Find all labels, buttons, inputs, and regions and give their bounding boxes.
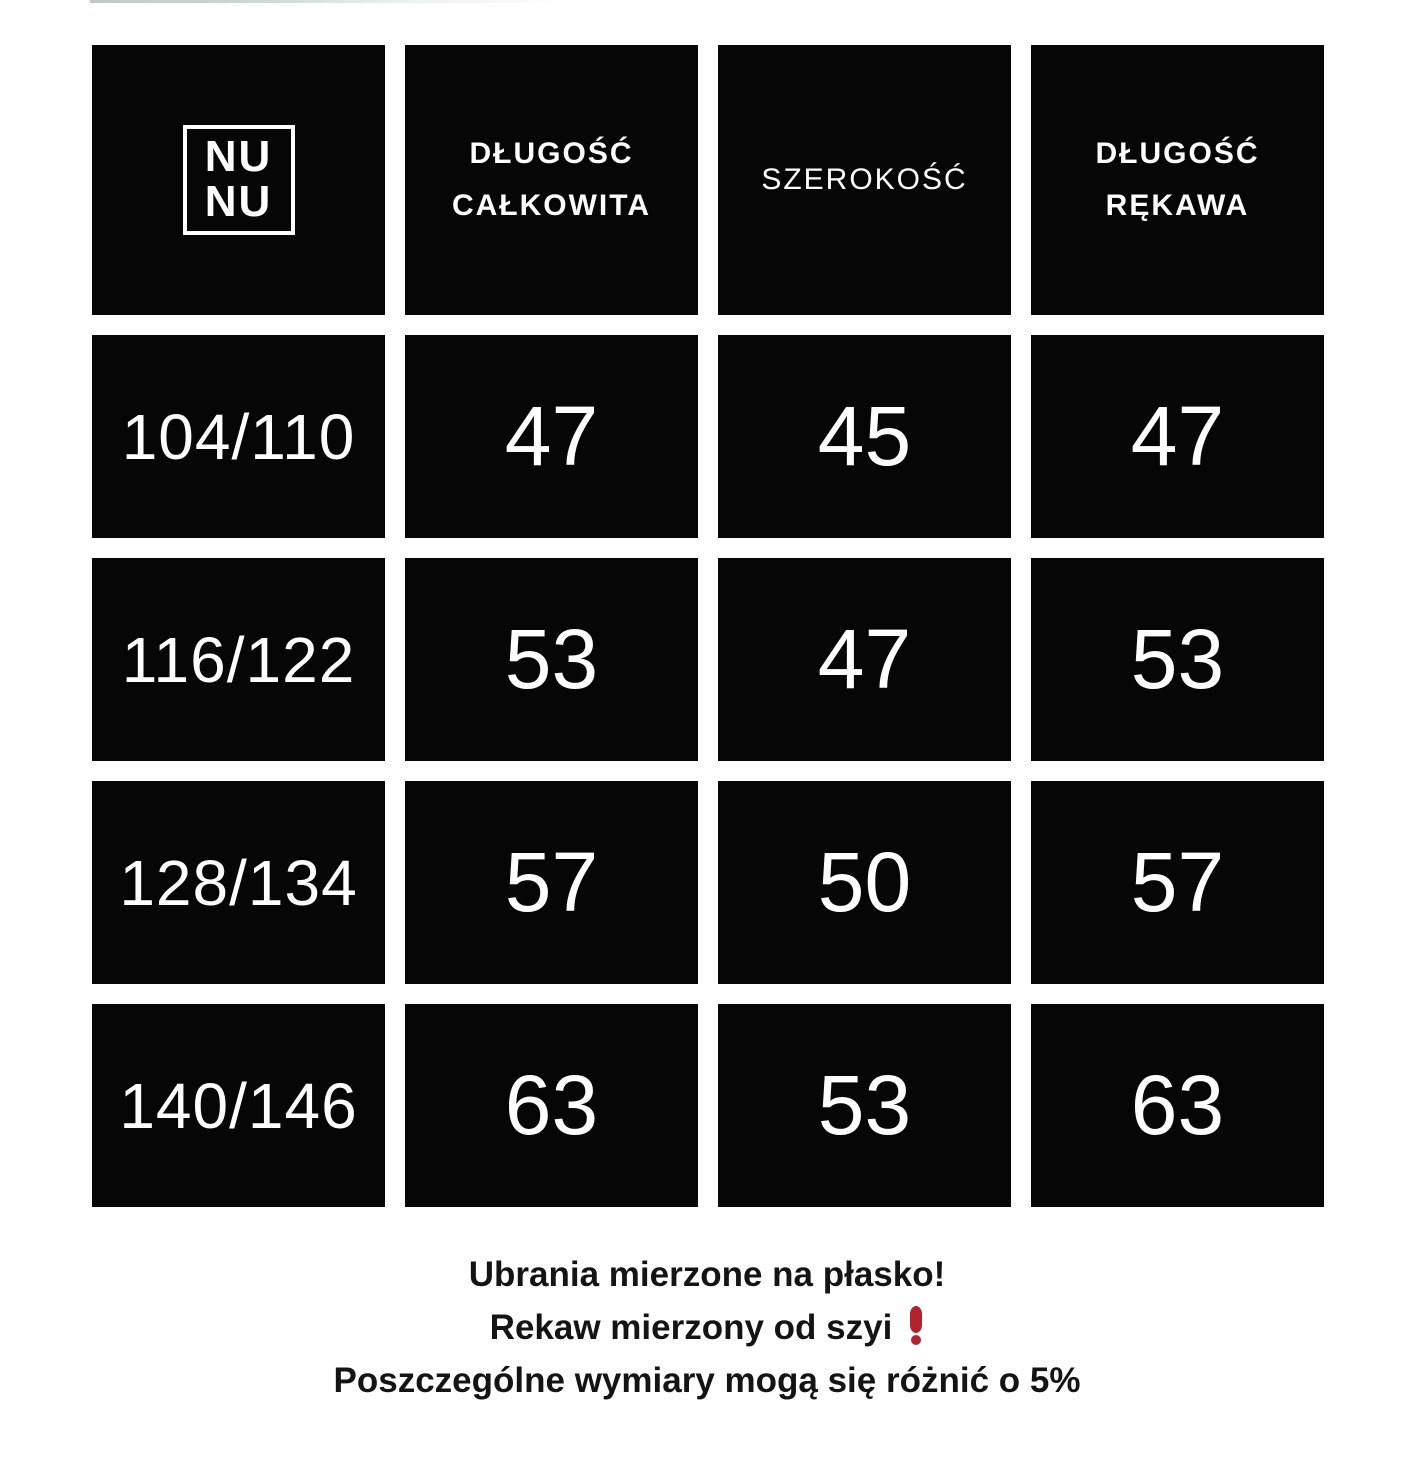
- size-chart-table: [92, 45, 1324, 1207]
- value-cell: 57: [1031, 781, 1324, 984]
- note-line-3: Poszczególne wymiary mogą się różnić o 5%: [333, 1361, 1081, 1400]
- size-cell: 140/146: [92, 1004, 385, 1207]
- value-cell: 53: [1031, 558, 1324, 761]
- size-cell: 128/134: [92, 781, 385, 984]
- value-cell: 53: [405, 558, 698, 761]
- column-header-dlugosc-calkowita: DŁUGOŚĆ CAŁKOWITA: [405, 45, 698, 315]
- note-line-1: Ubrania mierzone na płasko!: [468, 1255, 946, 1294]
- column-header-dlugosc-rekawa: DŁUGOŚĆ RĘKAWA: [1031, 45, 1324, 315]
- value-cell: 47: [718, 558, 1011, 761]
- value-cell: 57: [405, 781, 698, 984]
- nunu-logo: [183, 125, 295, 235]
- value-cell: 53: [718, 1004, 1011, 1207]
- logo-line-2: NU: [204, 177, 273, 226]
- value-cell: 63: [1031, 1004, 1324, 1207]
- brand-logo-cell: [92, 45, 385, 315]
- size-cell: 116/122: [92, 558, 385, 761]
- exclamation-icon: [908, 1306, 924, 1346]
- value-cell: 47: [405, 335, 698, 538]
- cropped-content-artifact: [90, 0, 570, 3]
- value-cell: 45: [718, 335, 1011, 538]
- value-cell: 50: [718, 781, 1011, 984]
- value-cell: 63: [405, 1004, 698, 1207]
- note-line-2: [0, 1301, 1414, 1354]
- column-header-szerokosc: SZEROKOŚĆ: [718, 45, 1011, 315]
- logo-line-1: NU: [204, 132, 273, 182]
- measurement-notes: [0, 1248, 1414, 1407]
- size-cell: 104/110: [92, 335, 385, 538]
- value-cell: 47: [1031, 335, 1324, 538]
- note-line-2-text: Rekaw mierzony od szyi: [489, 1308, 893, 1347]
